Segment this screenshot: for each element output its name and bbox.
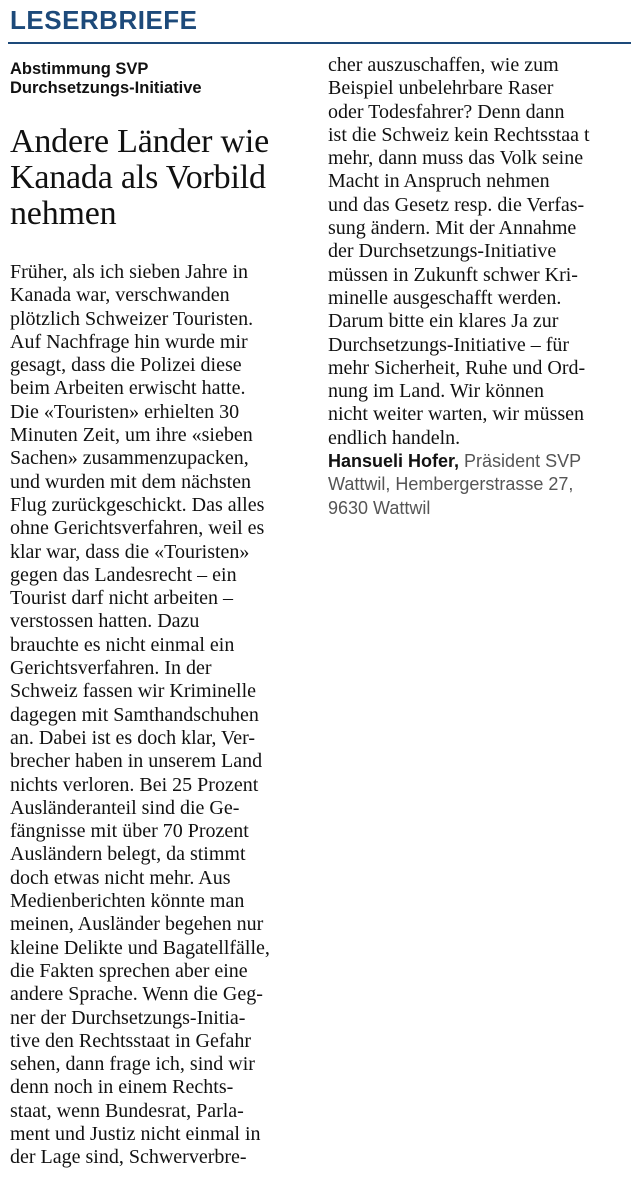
body-line: beim Arbeiten erwischt hatte.: [10, 377, 246, 400]
body-line: minelle ausgeschafft werden.: [328, 286, 562, 309]
body-line: Die «Touristen» erhielten 30: [10, 400, 240, 423]
body-line: Kanada war, verschwanden: [10, 284, 230, 307]
body-line: Flug zurückgeschickt. Das alles: [10, 493, 265, 516]
headline-line: Kanada als Vorbild: [10, 159, 266, 196]
body-line: Auf Nachfrage hin wurde mir: [10, 330, 248, 353]
article-kicker: [10, 60, 310, 98]
body-line: klar war, dass die «Touristen»: [10, 540, 250, 563]
body-line: staat, wenn Bundesrat, Parla-: [10, 1099, 244, 1122]
article-body-left: [10, 261, 310, 1170]
left-column: [10, 60, 310, 1170]
body-line: doch etwas nicht mehr. Aus: [10, 866, 231, 889]
body-line: Gerichtsverfahren. In der: [10, 657, 212, 680]
headline-line: Andere Länder wie: [10, 123, 270, 160]
article-body-right: [328, 54, 628, 450]
body-line: brecher haben in unserem Land: [10, 750, 263, 773]
body-line: Tourist darf nicht arbeiten –: [10, 587, 233, 610]
right-column: [328, 54, 628, 520]
signature-line: [328, 450, 628, 473]
author-city: 9630 Wattwil: [328, 497, 431, 518]
section-title: LESERBRIEFE: [10, 5, 198, 35]
body-line: dagegen mit Samthandschuhen: [10, 703, 259, 726]
kicker-line: Durchsetzungs-Initiative: [10, 79, 202, 97]
body-line: Schweiz fassen wir Kriminelle: [10, 680, 257, 703]
body-line: Sachen» zusammenzupacken,: [10, 447, 249, 470]
body-line: verstossen hatten. Dazu: [10, 610, 200, 633]
body-line: endlich handeln.: [328, 426, 461, 449]
kicker-line: Abstimmung SVP: [10, 60, 149, 78]
body-line: fängnisse mit über 70 Prozent: [10, 820, 249, 843]
body-line: Früher, als ich sieben Jahre in: [10, 261, 249, 283]
body-line: der Lage sind, Schwerverbre-: [10, 1146, 247, 1169]
body-line: andere Sprache. Wenn die Geg-: [10, 983, 263, 1006]
body-line: der Durchsetzungs-Initiative: [328, 240, 557, 263]
author-address: Wattwil, Hembergerstrasse 27,: [328, 474, 574, 495]
body-line: plötzlich Schweizer Touristen.: [10, 307, 254, 330]
body-line: und wurden mit dem nächsten: [10, 470, 252, 493]
body-line: nichts verloren. Bei 25 Prozent: [10, 773, 259, 796]
body-line: nicht weiter warten, wir müssen: [328, 403, 585, 426]
body-line: Darum bitte ein klares Ja zur: [328, 310, 559, 333]
body-line: meinen, Ausländer begehen nur: [10, 913, 264, 936]
body-line: mehr, dann muss das Volk seine: [328, 147, 584, 170]
body-line: gegen das Landesrecht – ein: [10, 563, 237, 586]
body-line: ist die Schweiz kein Rechtsstaa t: [328, 123, 590, 146]
body-line: cher auszuschaffen, wie zum: [328, 54, 559, 76]
body-line: gesagt, dass die Polizei diese: [10, 354, 242, 377]
body-line: Durchsetzungs-Initiative – für: [328, 333, 570, 356]
body-line: ment und Justiz nicht einmal in: [10, 1122, 261, 1145]
body-line: kleine Delikte und Bagatellfälle,: [10, 936, 270, 959]
body-line: Minuten Zeit, um ihre «sieben: [10, 424, 253, 447]
section-divider: [8, 42, 631, 44]
body-line: denn noch in einem Rechts-: [10, 1076, 234, 1099]
body-line: oder Todesfahrer? Denn dann: [328, 100, 565, 123]
letter-signature: [328, 450, 628, 520]
body-line: ohne Gerichtsverfahren, weil es: [10, 517, 265, 540]
headline-line: nehmen: [10, 195, 117, 232]
body-line: und das Gesetz resp. die Verfas-: [328, 193, 585, 216]
body-line: mehr Sicherheit, Ruhe und Ord-: [328, 356, 586, 379]
body-line: Macht in Anspruch nehmen: [328, 170, 550, 193]
author-name: Hansueli Hofer,: [328, 451, 460, 472]
author-role: Präsident SVP: [459, 451, 582, 472]
body-line: tive den Rechtsstaat in Gefahr: [10, 1029, 252, 1052]
body-line: sung ändern. Mit der Annahme: [328, 217, 577, 240]
body-line: Beispiel unbelehrbare Raser: [328, 77, 554, 100]
body-line: an. Dabei ist es doch klar, Ver-: [10, 726, 256, 749]
body-line: Medienberichten könnte man: [10, 890, 245, 913]
body-line: brauchte es nicht einmal ein: [10, 633, 235, 656]
body-line: Ausländeranteil sind die Ge-: [10, 796, 240, 819]
body-line: müssen in Zukunft schwer Kri-: [328, 263, 578, 286]
body-line: nung im Land. Wir können: [328, 380, 545, 403]
body-line: die Fakten sprechen aber eine: [10, 959, 248, 982]
article-headline: [10, 124, 310, 232]
body-line: sehen, dann frage ich, sind wir: [10, 1053, 255, 1076]
body-line: ner der Durchsetzungs-Initia-: [10, 1006, 246, 1029]
body-line: Ausländern belegt, da stimmt: [10, 843, 246, 866]
